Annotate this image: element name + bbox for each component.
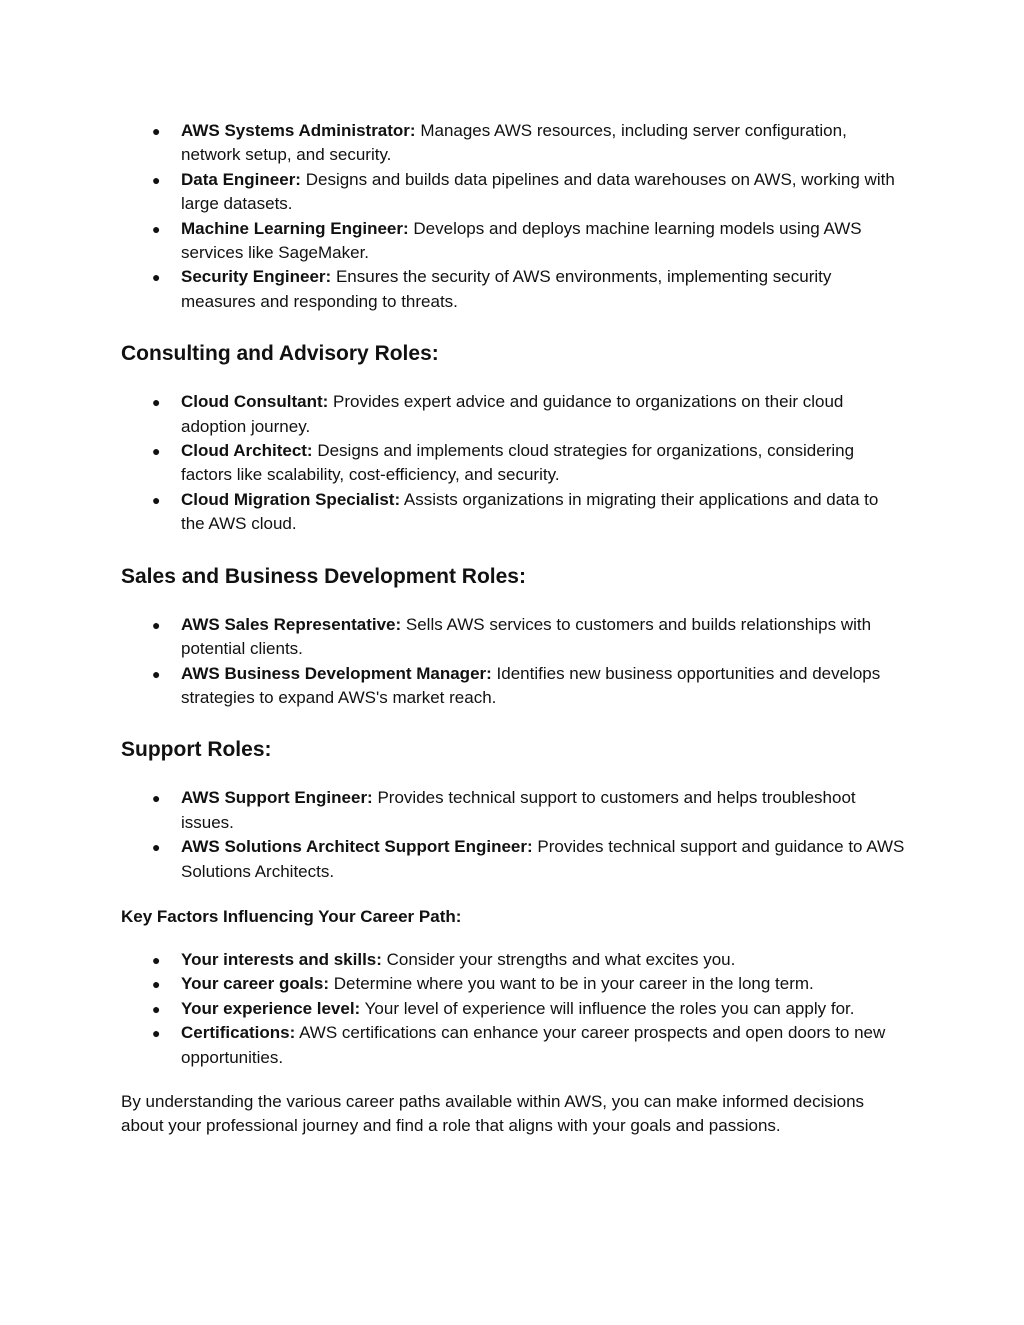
factors-heading: Key Factors Influencing Your Career Path: — [121, 906, 462, 926]
bullet-icon: ● — [152, 665, 161, 682]
role-description: Designs and builds data pipelines and data warehouses on AWS, working with large datasets. — [181, 169, 895, 214]
factor-title: Your interests and skills: — [181, 949, 382, 969]
role-description: Manages AWS resources, including server configuration, network setup, and security. — [181, 121, 847, 165]
bullet-icon: ● — [152, 1000, 161, 1017]
consulting-roles-list — [121, 390, 906, 536]
bullet-icon: ● — [152, 1025, 161, 1042]
role-title: Cloud Architect: — [181, 441, 313, 461]
consulting-heading: Consulting and Advisory Roles: — [121, 342, 439, 366]
factors-list — [121, 948, 906, 1070]
list-item — [121, 948, 906, 972]
role-description: Provides technical support to customers and helps troubleshoot issues. — [181, 788, 856, 832]
factor-title: Your experience level: — [181, 998, 361, 1018]
bullet-icon: ● — [152, 839, 161, 856]
role-title: AWS Systems Administrator: — [181, 121, 416, 140]
role-title: Cloud Consultant: — [181, 392, 329, 412]
factor-description: AWS certifications can enhance your career prospects and open doors to new opportunities. — [181, 1023, 886, 1067]
bullet-icon: ● — [152, 220, 161, 237]
factor-title: Your career goals: — [181, 974, 330, 994]
role-title: AWS Sales Representative: — [181, 614, 402, 634]
role-description: Designs and implements cloud strategies for organizations, considering factors like scalability, cost-efficiency, and security. — [181, 441, 855, 485]
role-description: Develops and deploys machine learning models using AWS services like SageMaker. — [181, 218, 862, 263]
list-item — [121, 439, 906, 488]
list-item — [121, 786, 906, 835]
list-item — [121, 997, 906, 1021]
bullet-icon: ● — [152, 790, 161, 807]
role-description: Provides technical support and guidance to AWS Solutions Architects. — [181, 837, 905, 881]
bullet-icon: ● — [152, 491, 161, 508]
bullet-icon: ● — [152, 123, 161, 139]
list-item — [121, 972, 906, 996]
list-item — [121, 217, 906, 266]
role-title: Security Engineer: — [181, 267, 332, 287]
factor-description: Consider your strengths and what excites you. — [386, 949, 736, 969]
role-title: AWS Business Development Manager: — [181, 663, 492, 683]
list-item — [121, 488, 906, 537]
list-item — [121, 265, 906, 314]
list-item — [121, 613, 906, 662]
factor-description: Determine where you want to be in your career in the long term. — [333, 974, 814, 994]
list-item — [121, 835, 906, 884]
bullet-icon: ● — [152, 443, 161, 460]
support-roles-list — [121, 786, 906, 884]
list-item — [121, 1021, 906, 1070]
role-description: Assists organizations in migrating their applications and data to the AWS cloud. — [181, 489, 879, 534]
role-title: Data Engineer: — [181, 169, 301, 189]
list-item — [121, 119, 906, 168]
role-title: Machine Learning Engineer: — [181, 218, 409, 238]
bullet-icon: ● — [152, 269, 161, 286]
bullet-icon: ● — [152, 394, 161, 411]
list-item — [121, 168, 906, 217]
role-title: Cloud Migration Specialist: — [181, 489, 401, 509]
factor-description: Your level of experience will influence the roles you can apply for. — [364, 998, 855, 1018]
closing-paragraph: By understanding the various career paths available within AWS, you can make informed decisions about your professional journey and find a role that aligns with your goals and passions. — [121, 1091, 865, 1136]
role-title: AWS Support Engineer: — [181, 788, 373, 808]
list-item — [121, 662, 906, 711]
bullet-icon: ● — [152, 976, 161, 993]
list-item — [121, 390, 906, 439]
bullet-icon: ● — [152, 951, 161, 968]
sales-roles-list — [121, 613, 906, 711]
role-title: AWS Solutions Architect Support Engineer: — [181, 837, 533, 857]
role-description: Sells AWS services to customers and builds relationships with potential clients. — [181, 614, 872, 659]
bullet-icon: ● — [152, 171, 161, 188]
bullet-icon: ● — [152, 616, 161, 633]
sales-heading: Sales and Business Development Roles: — [121, 564, 526, 588]
role-description: Identifies new business opportunities and develops strategies to expand AWS's market reach. — [181, 663, 881, 707]
support-heading: Support Roles: — [121, 738, 272, 762]
role-description: Provides expert advice and guidance to organizations on their cloud adoption journey. — [181, 392, 844, 436]
role-description: Ensures the security of AWS environments, implementing security measures and responding to threats. — [181, 267, 832, 311]
technical-roles-list — [121, 119, 906, 314]
factor-title: Certifications: — [181, 1023, 296, 1043]
